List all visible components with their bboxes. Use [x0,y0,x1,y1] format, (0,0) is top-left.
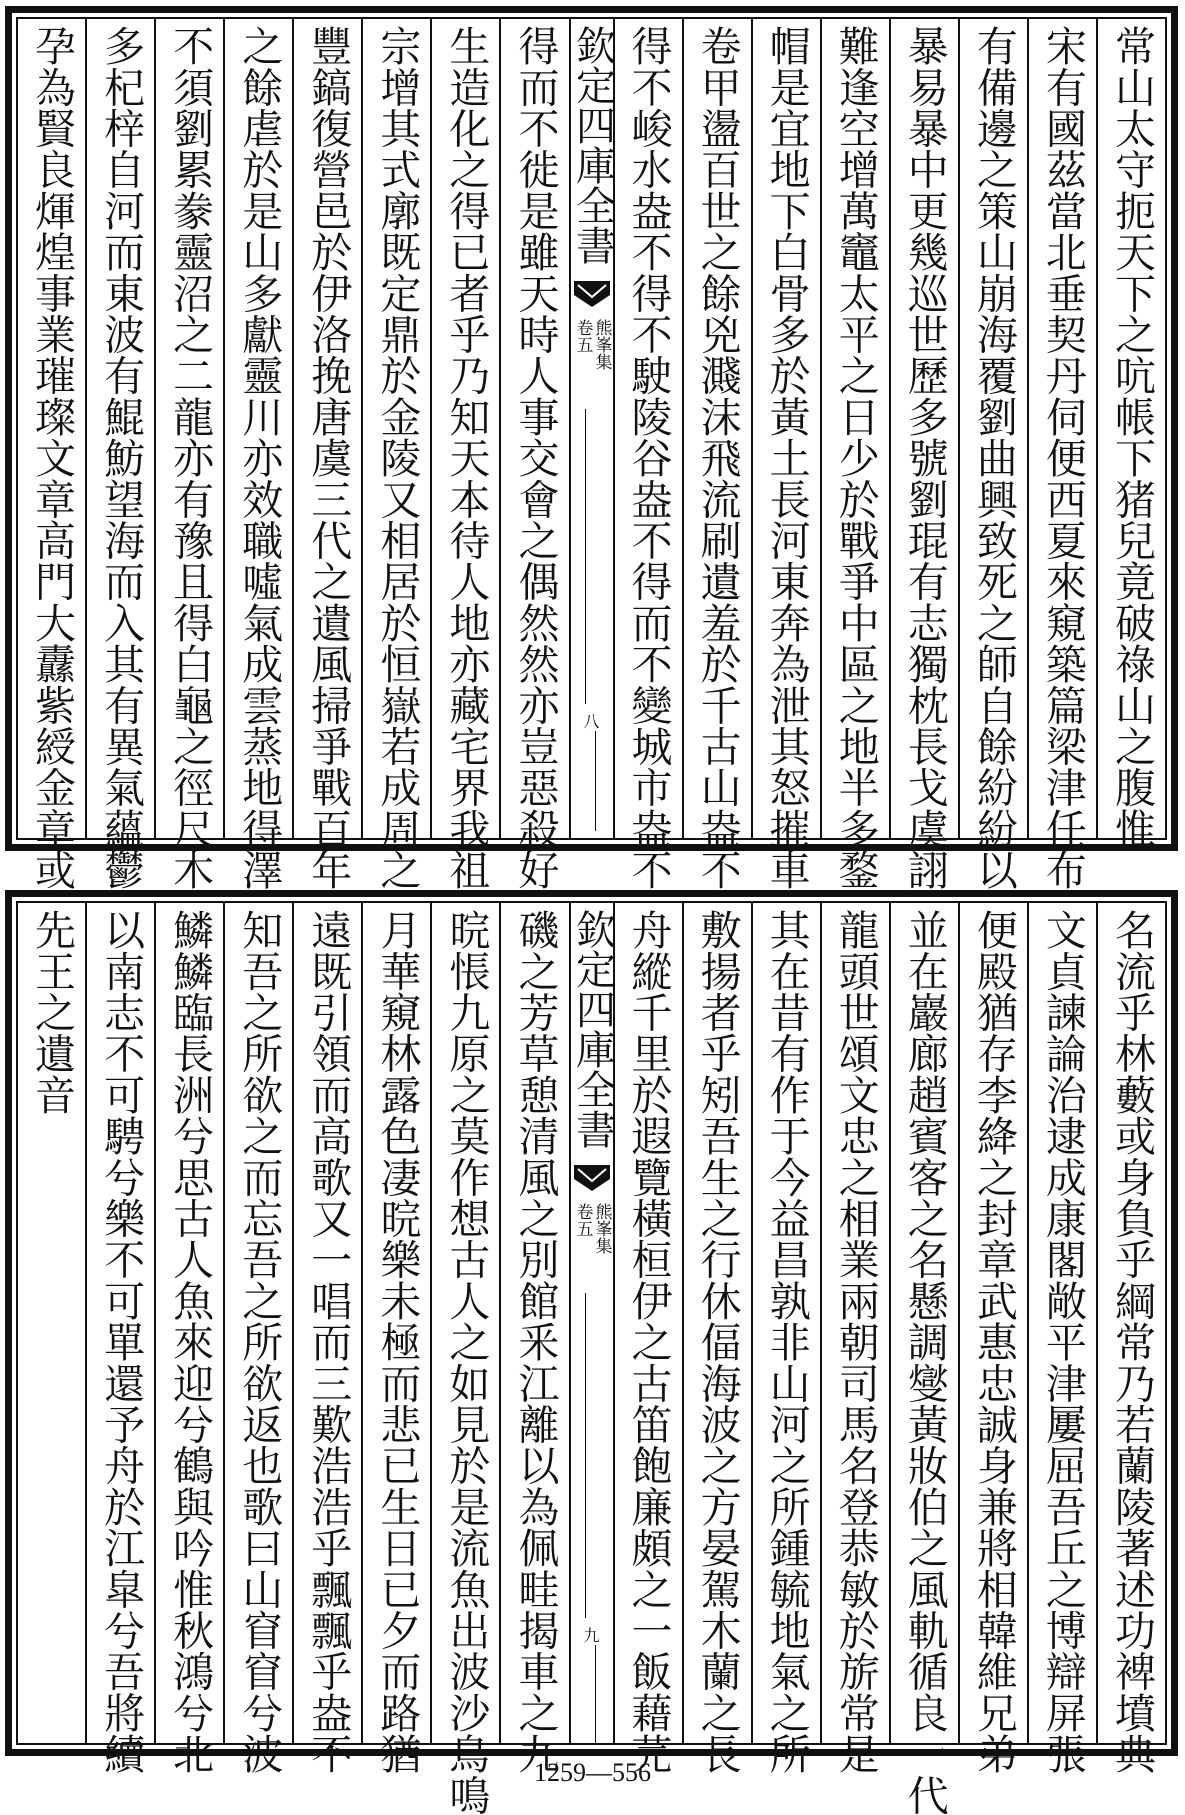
text-column [958,19,1027,891]
column-text: 有備邊之策山崩海覆劉曲興致死之師自餘紛紛以 [969,25,1018,891]
page-number: 九 [583,1626,600,1645]
column-text: 先王之遺音 [28,909,77,1115]
fish-tail-icon [574,1165,610,1191]
book-title: 欽定四庫全書 [569,909,616,1149]
text-column [223,19,292,891]
text-column [1096,19,1165,849]
column-text: 名流乎林藪或身負乎綱常乃若蘭陵著述功裨墳典 [1107,909,1156,1775]
column-text: 敷揚者乎矧吾生之行休偪海波之方晏駕木蘭之長 [693,909,742,1775]
column-text: 月華窺林露色凄晥樂未極而悲已生日已夕而路猶 [373,909,422,1775]
text-column [18,19,85,891]
column-text: 孕為賢良煇煌事業璀璨文章高門大纛紫綬金章或 [28,25,77,891]
text-column [499,903,568,1775]
volume-info [571,1203,613,1254]
text-column [430,19,499,891]
text-column [751,903,820,1775]
margin-line [585,409,586,704]
margin-line [595,731,596,831]
text-column [1027,19,1096,891]
text-column [292,19,361,891]
text-column [889,903,958,1815]
text-column [361,903,430,1775]
volume-label: 卷五 [572,1203,593,1237]
text-column [1096,903,1165,1775]
column-text: 以南志不可騁兮樂不可單還予舟於江皐兮吾將續 [97,909,146,1775]
fish-tail-icon [574,281,610,307]
column-text: 之餘虐於是山多獻靈川亦效職噓氣成雲蒸地得澤 [235,25,284,891]
column-text: 龍頭世頌文忠之相業兩朝司馬名登恭敏於旂常是 [831,909,880,1775]
text-column [820,903,889,1775]
text-column [154,19,223,891]
text-column [292,903,361,1775]
text-column [820,19,889,891]
book-name: 熊峯集 [591,1203,612,1254]
text-column [499,19,568,891]
column-text: 磯之芳草憩清風之別館釆江離以為佩畦揭車之九 [511,909,560,1775]
text-column [85,903,154,1775]
column-text: 知吾之所欲之而忘吾之所欲返也歌曰山窅窅兮波 [235,909,284,1775]
column-text: 鱗鱗臨長洲兮思古人魚來迎兮鶴與吟惟秋鴻兮北 [166,909,215,1775]
margin-line [595,1645,596,1745]
page-number: 八 [583,712,600,731]
column-text: 得而不徙是雖天時人事交會之偶然然亦豈惡殺好 [511,25,560,891]
top-page [5,6,1178,891]
text-column [613,19,682,891]
column-text: 宋有國茲當北垂契丹伺便西夏來窺築篇梁津任布 [1038,25,1087,891]
column-text: 暴易暴中更幾巡世歷多號劉琨有志獨枕長戈虞詡 [900,25,949,891]
column-text: 生造化之得已者乎乃知天本待人地亦藏宅界我祖 [442,25,491,891]
column-text: 並在巖廊趙賓客之名懸調燮黃妝伯之風軌循良一代 [900,909,949,1815]
text-column [958,903,1027,1775]
column-text: 其在昔有作于今益昌孰非山河之所鍾毓地氣之所 [762,909,811,1775]
column-text: 文貞諫論治逮成康閣敞平津屢屈吾丘之博辯屏張 [1038,909,1087,1775]
text-column [85,19,154,891]
text-column [430,903,499,1815]
text-column [682,903,751,1775]
column-text: 豐鎬復營邑於伊洛挽唐虞三代之遺風掃爭戰百年 [304,25,353,891]
center-margin-column [569,19,616,838]
column-text: 便殿猶存李絳之封章武惠忠誠身兼將相韓維兄弟 [969,909,1018,1775]
volume-label: 卷五 [572,319,593,353]
center-margin-column [569,903,616,1743]
column-text: 卷甲盪百世之餘兇濺沫飛流刷遺羞於千古山盎不 [693,25,742,891]
column-text: 晥悵九原之莫作想古人之如見於是流魚出波沙鳥鳴 [442,909,491,1815]
text-column [361,19,430,891]
column-text: 多杞梓自河而東波有鯤魴望海而入其有異氣蘊鬱 [97,25,146,891]
column-text: 遠既引領而高歌又一唱而三歎浩浩乎飄飄乎盎不 [304,909,353,1775]
column-text: 難逢空增萬竈太平之日少於戰爭中區之地半多鍪 [831,25,880,891]
column-text: 舟縱千里於遐覽橫桓伊之古笛飽廉頗之一飯藉芫 [624,909,673,1775]
text-column [223,903,292,1775]
text-column [613,903,682,1775]
text-columns [18,19,1165,891]
column-text: 帽是宜地下白骨多於黃土長河東奔為泄其怒摧車 [762,25,811,891]
text-column [18,903,85,1743]
margin-line [585,1293,586,1618]
column-text: 宗增其式廓既定鼎於金陵又相居於恒嶽若成周之 [373,25,422,891]
page-frame [16,17,1167,891]
column-text: 不須劉累豢靈沼之二龍亦有豫且得白龜之徑尺木 [166,25,215,891]
column-text: 常山太守扼天下之吭帳下猪兒竟破祿山之腹惟 [1107,25,1156,849]
book-title: 欽定四庫全書 [569,25,616,265]
text-column [682,19,751,891]
volume-info [571,319,613,370]
text-column [751,19,820,891]
text-column [154,903,223,1775]
book-name: 熊峯集 [591,319,612,370]
column-text: 得不峻水盎不得不駛陵谷盎不得而不變城市盎不 [624,25,673,891]
text-column [1027,903,1096,1775]
text-column [889,19,958,891]
page-footer: 1259—556 [534,1758,651,1787]
